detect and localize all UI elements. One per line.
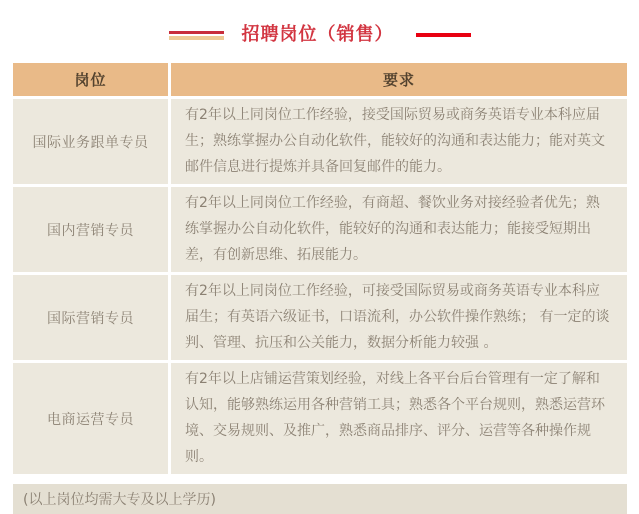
requirements-cell-row-2: 有2年以上同岗位工作经验，有商超、餐饮业务对接经验者优先；熟练掌握办公自动化软件，能较好的沟通和表达能力；能接受短期出差，有创新思维、拓展能力。 bbox=[171, 187, 627, 272]
requirements-cell-row-4: 有2年以上店铺运营策划经验，对线上各平台后台管理有一定了解和认知，能够熟练运用各种营销工具；熟悉各个平台规则，熟悉运营环境、交易规则、及推广，熟悉商品排序、评分、运营等各种操作规则。 bbox=[171, 363, 627, 474]
column-header-requirements: 要求 bbox=[171, 63, 627, 96]
position-cell-row-3: 国际营销专员 bbox=[13, 275, 168, 360]
table-footer-note: (以上岗位均需大专及以上学历) bbox=[13, 484, 627, 514]
page-title-bar bbox=[0, 21, 639, 49]
title-divider-left bbox=[169, 31, 224, 40]
position-cell-row-1: 国际业务跟单专员 bbox=[13, 99, 168, 184]
recruitment-table bbox=[13, 63, 627, 474]
title-divider-right-red-line bbox=[416, 33, 471, 37]
position-cell-row-4: 电商运营专员 bbox=[13, 363, 168, 474]
title-divider-left-tan-line bbox=[169, 36, 224, 40]
title-divider-left-red-line bbox=[169, 31, 224, 34]
page-title: 招聘岗位（销售） bbox=[241, 24, 394, 45]
column-header-position: 岗位 bbox=[13, 63, 168, 96]
position-cell-row-2: 国内营销专员 bbox=[13, 187, 168, 272]
requirements-cell-row-3: 有2年以上同岗位工作经验，可接受国际贸易或商务英语专业本科应届生；有英语六级证书，口语流利，办公软件操作熟练； 有一定的谈判、管理、抗压和公关能力，数据分析能力较强 。 bbox=[171, 275, 627, 360]
requirements-cell-row-1: 有2年以上同岗位工作经验，接受国际贸易或商务英语专业本科应届生；熟练掌握办公自动化软件，能较好的沟通和表达能力；能对英文邮件信息进行提炼并具备回复邮件的能力。 bbox=[171, 99, 627, 184]
